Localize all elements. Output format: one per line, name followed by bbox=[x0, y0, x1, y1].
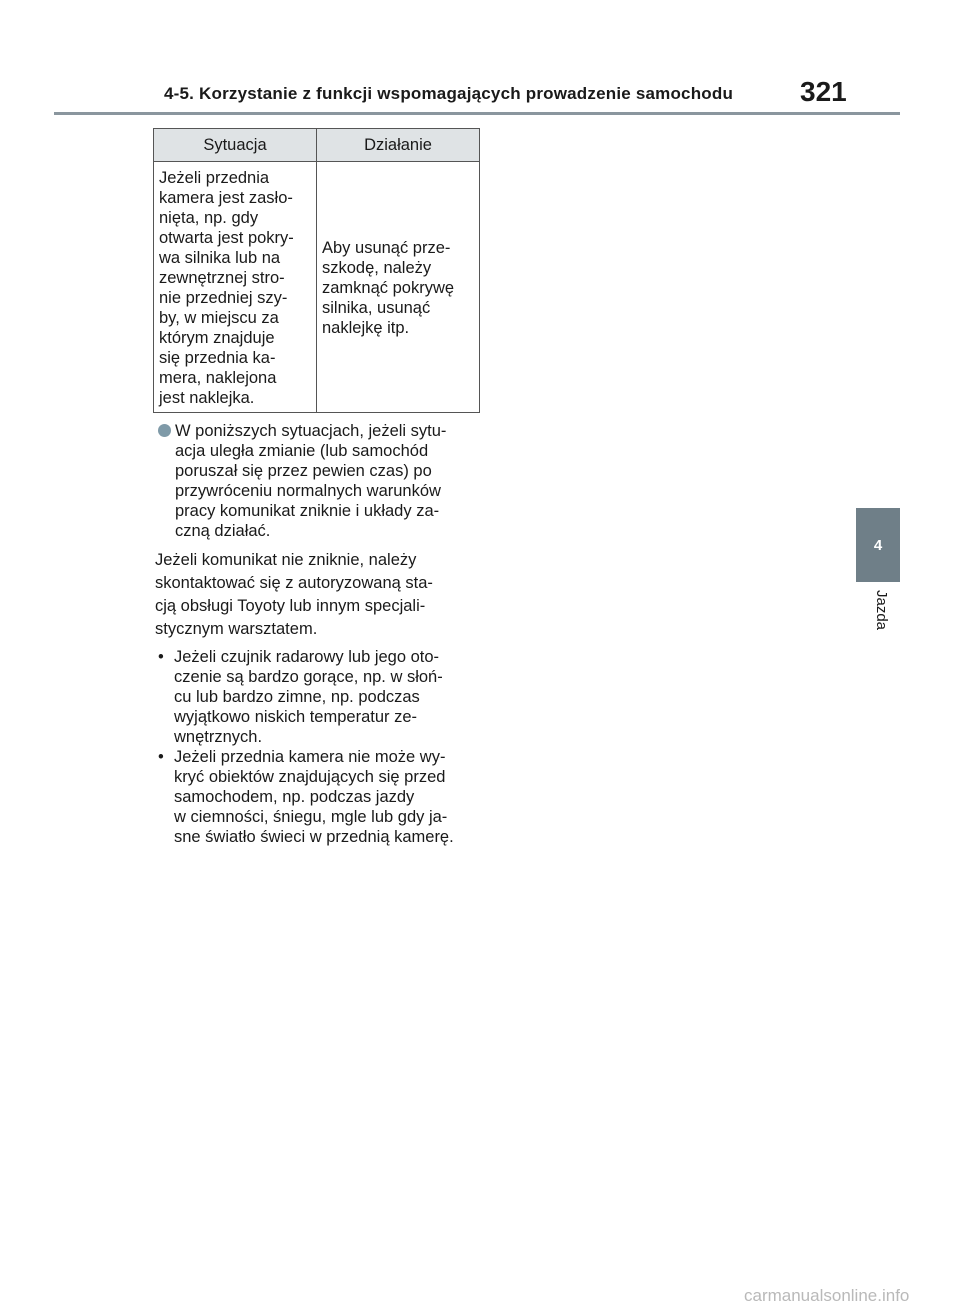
table-header-row bbox=[154, 129, 480, 162]
situation-action-table bbox=[153, 128, 480, 413]
action-text: Aby usunąć prze- szkodę, należy zamknąć pokrywę silnika, usunąć naklejkę itp. bbox=[322, 239, 455, 337]
contact-paragraph: Jeżeli komunikat nie zniknie, należy skontaktować się z autoryzowaną sta- cją obsługi Toyoty lub innym specjali- stycznym warsztatem. bbox=[155, 551, 433, 638]
table-cell-situation bbox=[154, 162, 317, 413]
notes-section bbox=[155, 421, 485, 847]
list-item-text: Jeżeli przednia kamera nie może wy- kryć obiektów znajdujących się przed samochodem, np. podczas jazdy w ciemności, śniegu, mgle lub gdy ja- sne światło świeci w przednią kamerę. bbox=[174, 748, 454, 846]
bullet-icon: • bbox=[158, 748, 164, 766]
circle-bullet-text: W poniższych sytuacjach, jeżeli sytu- acja uległa zmianie (lub samochód poruszał się przez pewien czas) po przywróceniu normalnych warunków pracy komunikat zniknie i układy za- czną działać. bbox=[175, 422, 447, 540]
page-number: 321 bbox=[800, 76, 847, 107]
circle-bullet-icon bbox=[158, 424, 171, 437]
list-item bbox=[155, 647, 485, 747]
table-row bbox=[154, 162, 480, 413]
list-item-text: Jeżeli czujnik radarowy lub jego oto- czenie są bardzo gorące, np. w słoń- cu lub bardzo zimne, np. podczas wyjątkowo niskich temperatur ze- wnętrznych. bbox=[174, 648, 443, 746]
bullet-list bbox=[155, 647, 485, 847]
section-title: 4-5. Korzystanie z funkcji wspomagających prowadzenie samochodu bbox=[164, 84, 734, 103]
watermark: carmanualsonline.info bbox=[744, 1286, 910, 1305]
chapter-tab bbox=[856, 508, 900, 582]
chapter-number: 4 bbox=[873, 536, 883, 554]
list-item bbox=[155, 747, 485, 847]
bullet-icon: • bbox=[158, 648, 164, 666]
chapter-label: Jazda bbox=[873, 590, 890, 631]
circle-bullet-item bbox=[155, 421, 485, 541]
table-header-situation: Sytuacja bbox=[154, 129, 317, 162]
situation-text: Jeżeli przednia kamera jest zasło- nięta, np. gdy otwarta jest pokry- wa silnika lub na zewnętrznej stro- nie przedniej szy- by, w miejscu za którym znajduje się przednia ka- mera, naklejona jest naklejka. bbox=[159, 169, 294, 407]
table-cell-action bbox=[317, 162, 480, 413]
table-header-action: Działanie bbox=[317, 129, 480, 162]
header-divider bbox=[54, 112, 900, 115]
